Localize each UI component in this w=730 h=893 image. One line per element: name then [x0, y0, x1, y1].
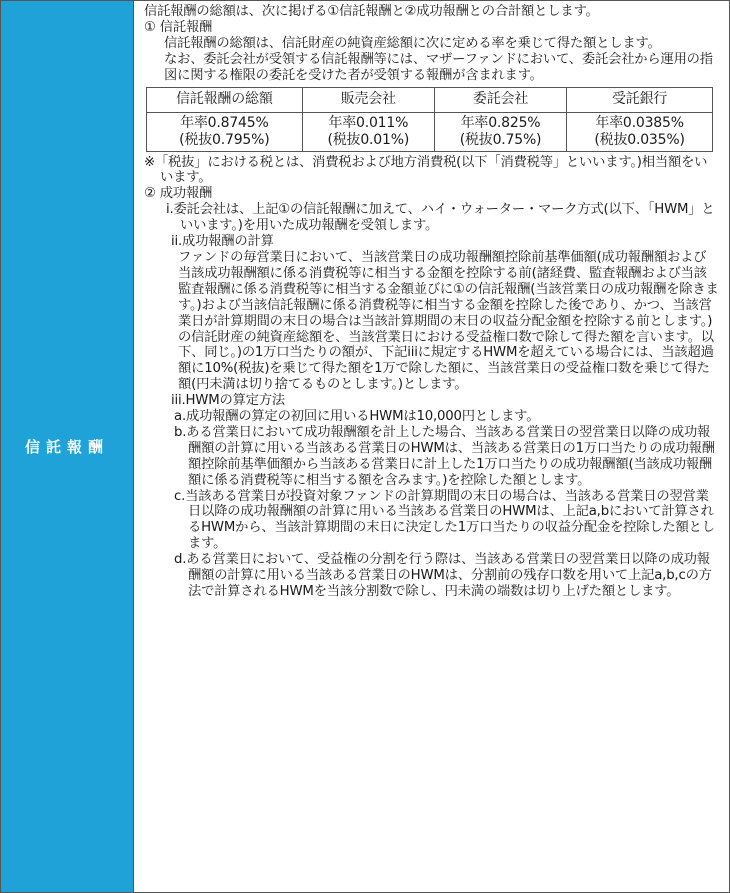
rate-total: 年率0.8745%: [180, 114, 269, 131]
success-fee-item-i: i.委託会社は、上記①の信託報酬に加えて、ハイ・ウォーター・マーク方式(以下、「HWM」といいます。)を用いた成功報酬を受領します。: [166, 202, 715, 234]
success-fee-item-iii-heading: iii.HWMの算定方法: [171, 393, 286, 409]
rate-manager: 年率0.825%: [460, 114, 541, 131]
trust-fee-paragraph-2: なお、委託会社が受領する信託報酬等には、マザーファンドにおいて、委託会社から運用の指図に関する権限の委託を受けた者が受領する報酬が含まれます。: [164, 51, 713, 83]
ex-tax-distributor: (税抜0.01%): [327, 131, 410, 148]
intro-text: 信託報酬の総額は、次に掲げる①信託報酬と②成功報酬との合計額とします。: [144, 4, 599, 19]
section-content: [134, 1, 729, 892]
trust-fee-paragraph-1: 信託報酬の総額は、信託財産の純資産総額に次に定める率を乗じて得た額とします。: [164, 35, 661, 51]
hwm-item-b: b.ある営業日において成功報酬額を計上した場合、当該ある営業日の翌営業日以降の成功報酬額の計算に用いる当該ある営業日のHWMは、当該ある営業日の1万口当たりの成功報酬額控除前基準価額から当該ある営業日に計上した1万口当たりの成功報酬額(当該成功報酬額に係る消費税等に相当する額を含みます。)を控除した額とします。: [174, 424, 715, 488]
trust-fee-heading: ① 信託報酬: [144, 19, 213, 35]
section-label-cell: [1, 1, 134, 892]
hwm-item-c: c.当該ある営業日が投資対象ファンドの計算期間の末日の場合は、当該ある営業日の翌営業日以降の成功報酬額の計算に用いる当該ある営業日のHWMは、上記a,bにおいて計算されるHWMから、当該計算期間の末日に決定した1万口当たりの収益分配金を控除した額とします。: [174, 488, 715, 552]
fee-table-header-row: [147, 87, 713, 112]
rate-distributor: 年率0.011%: [328, 114, 409, 131]
hwm-item-a: a.成功報酬の算定の初回に用いるHWMは10,000円とします。: [174, 409, 540, 425]
hwm-item-d: d.ある営業日において、受益権の分割を行う際は、当該ある営業日の翌営業日以降の成功報酬額の計算に用いる当該ある営業日のHWMは、分割前の残存口数を用いて上記a,b,cの方法で計算されるHWMを当該分割数で除し、円未満の端数は切り上げた額とします。: [174, 552, 712, 599]
header-manager: 委託会社: [434, 87, 566, 112]
rate-trustee: 年率0.0385%: [595, 114, 684, 131]
value-trustee: [567, 112, 713, 151]
fee-rate-table: [146, 87, 713, 152]
value-total: [147, 112, 303, 151]
fee-table-value-row: [147, 112, 713, 151]
value-distributor: [302, 112, 434, 151]
success-fee-item-ii-heading: ii.成功報酬の計算: [171, 234, 274, 250]
section-label: 信託報酬: [24, 438, 109, 456]
header-total: 信託報酬の総額: [147, 87, 303, 112]
ex-tax-trustee: (税抜0.035%): [594, 131, 685, 148]
ex-tax-manager: (税抜0.75%): [459, 131, 542, 148]
header-distributor: 販売会社: [302, 87, 434, 112]
success-fee-item-ii-body: ファンドの毎営業日において、当該営業日の成功報酬額控除前基準価額(成功報酬額および当該成功報酬額に係る消費税等に相当する金額を控除する前(諸経費、監査報酬および当該監査報酬に係る消費税等に相当する金額並びに①の信託報酬(当該営業日の成功報酬を除きます。)および当該信託報酬に係る消費税等に相当する金額を控除した後であり、かつ、当該営業日が計算期間の末日の場合は当該計算期間の末日の収益分配金額を控除する前とします。)の信託財産の純資産総額を、当該営業日における受益権口数で除して得た額を言います。以下、同じ。)の1万口当たりの額が、下記iiiに規定するHWMを超えている場合には、当該超過額に10%(税抜)を乗じて得た額を1万で除した額に、当該営業日の受益権口数を乗じて得た額(円未満は切り捨てるものとします。)とします。: [178, 249, 719, 393]
tax-note: ※「税抜」における税とは、消費税および地方消費税(以下「消費税等」といいます。)相当額をいいます。: [144, 154, 708, 186]
value-manager: [434, 112, 566, 151]
ex-tax-total: (税抜0.795%): [179, 131, 270, 148]
header-trustee: 受託銀行: [567, 87, 713, 112]
success-fee-heading: ② 成功報酬: [144, 186, 213, 202]
